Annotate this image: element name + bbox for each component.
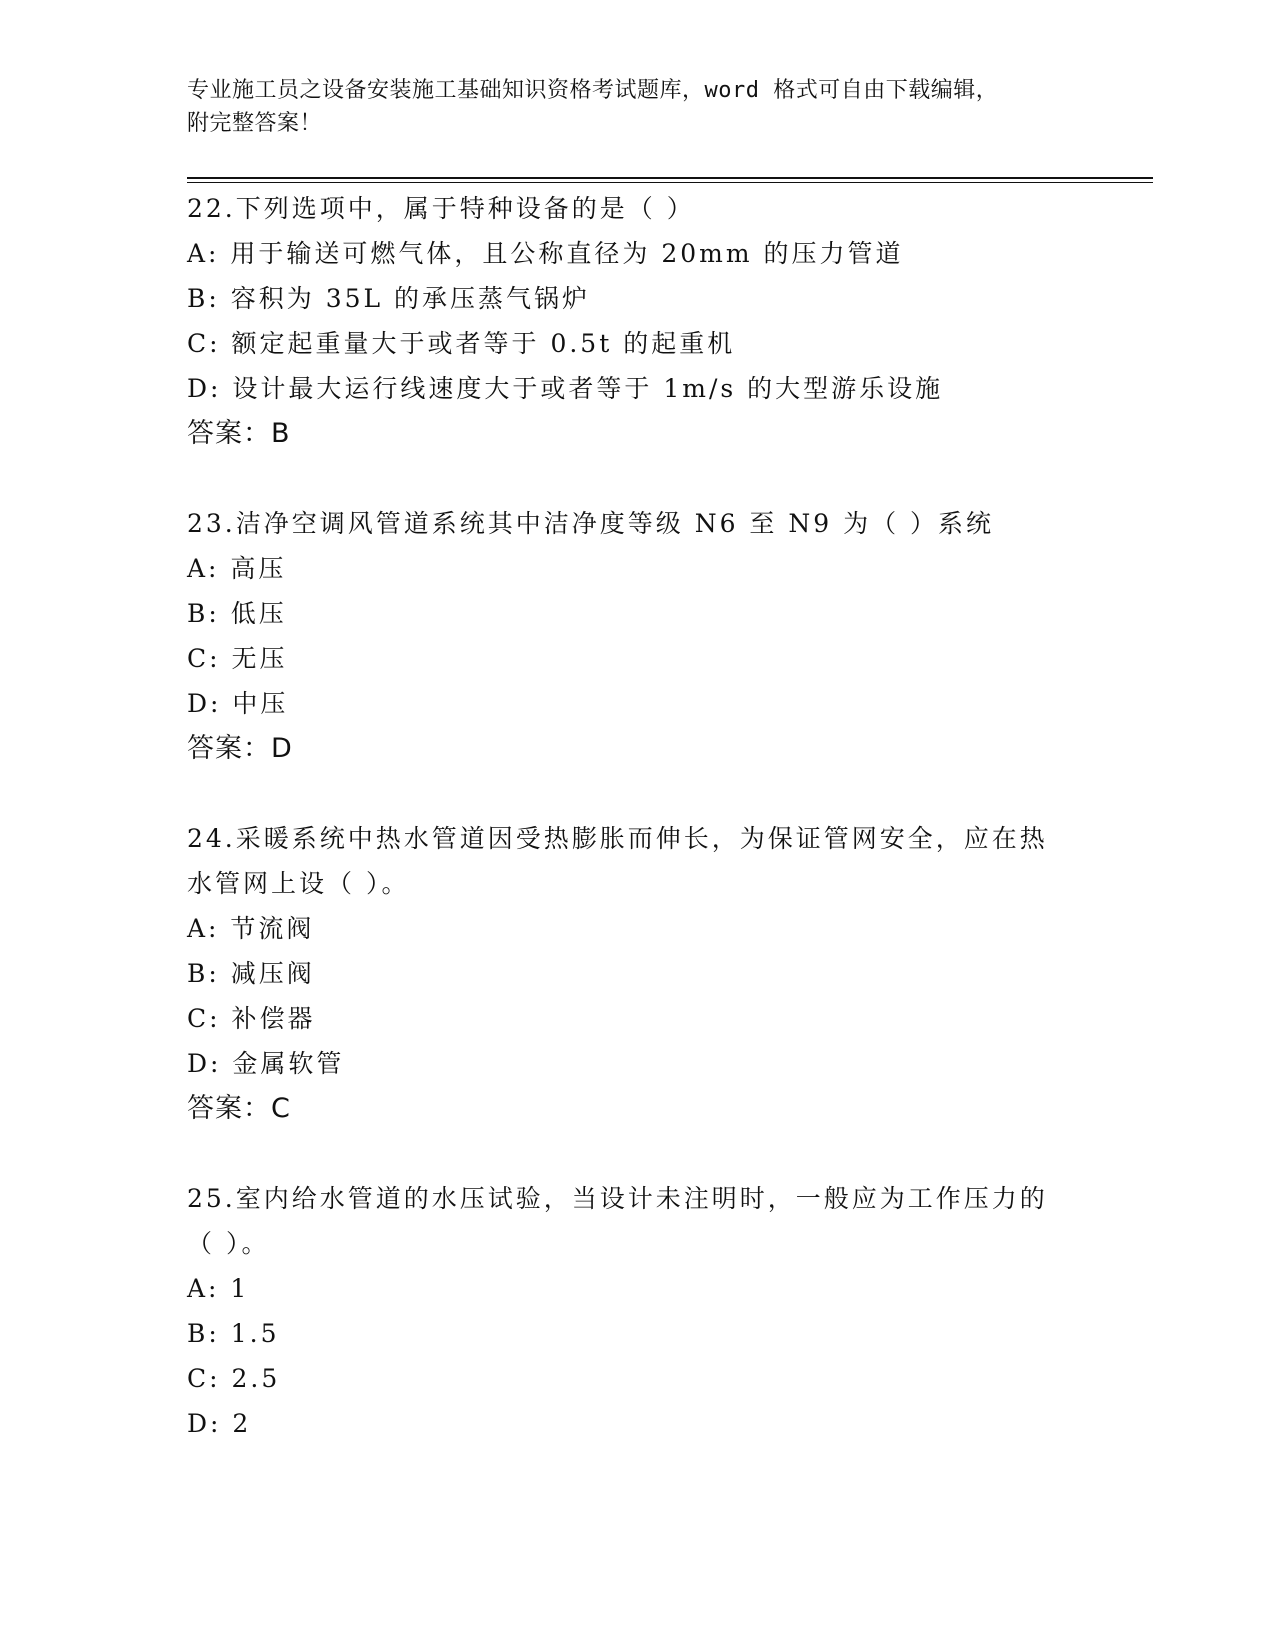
question-25-option-d: D: 2 <box>187 1409 252 1438</box>
question-25-stem-line-1: 25.室内给水管道的水压试验，当设计未注明时，一般应为工作压力的 <box>187 1184 1048 1213</box>
header-divider-thin <box>187 182 1153 183</box>
question-23-option-c: C: 无压 <box>187 644 288 673</box>
question-22-option-c: C: 额定起重量大于或者等于 0.5t 的起重机 <box>187 329 736 358</box>
question-23-stem: 23.洁净空调风管道系统其中洁净度等级 N6 至 N9 为（ ）系统 <box>187 509 995 538</box>
question-22-option-b: B: 容积为 35L 的承压蒸气锅炉 <box>187 284 591 313</box>
question-24-stem-line-1: 24.采暖系统中热水管道因受热膨胀而伸长，为保证管网安全，应在热 <box>187 824 1048 853</box>
header-divider-thick <box>187 177 1153 179</box>
question-24-option-b: B: 减压阀 <box>187 959 315 988</box>
question-24-option-a: A: 节流阀 <box>187 914 315 943</box>
question-25-option-b: B: 1.5 <box>187 1319 280 1348</box>
question-24-option-c: C: 补偿器 <box>187 1004 316 1033</box>
question-22-option-a: A: 用于输送可燃气体，且公称直径为 20mm 的压力管道 <box>187 239 904 268</box>
question-22-answer: 答案：B <box>187 418 291 449</box>
question-22-stem: 22.下列选项中，属于特种设备的是（ ） <box>187 194 695 223</box>
question-23-option-a: A: 高压 <box>187 554 287 583</box>
question-25-option-c: C: 2.5 <box>187 1364 281 1393</box>
header-line-1: 专业施工员之设备安装施工基础知识资格考试题库，word 格式可自由下载编辑， <box>187 78 999 103</box>
question-23-option-d: D: 中压 <box>187 689 289 718</box>
question-23-answer: 答案：D <box>187 733 293 764</box>
document-header <box>187 74 1067 140</box>
question-25-stem-line-2: （ ）。 <box>187 1229 270 1258</box>
question-24-option-d: D: 金属软管 <box>187 1049 345 1078</box>
question-25-option-a: A: 1 <box>187 1274 250 1303</box>
question-22-option-d: D: 设计最大运行线速度大于或者等于 1m/s 的大型游乐设施 <box>187 374 944 403</box>
question-23-option-b: B: 低压 <box>187 599 287 628</box>
question-24-stem-line-2: 水管网上设（ ）。 <box>187 869 410 898</box>
question-24-answer: 答案：C <box>187 1093 291 1124</box>
header-line-2: 附完整答案！ <box>187 111 323 136</box>
